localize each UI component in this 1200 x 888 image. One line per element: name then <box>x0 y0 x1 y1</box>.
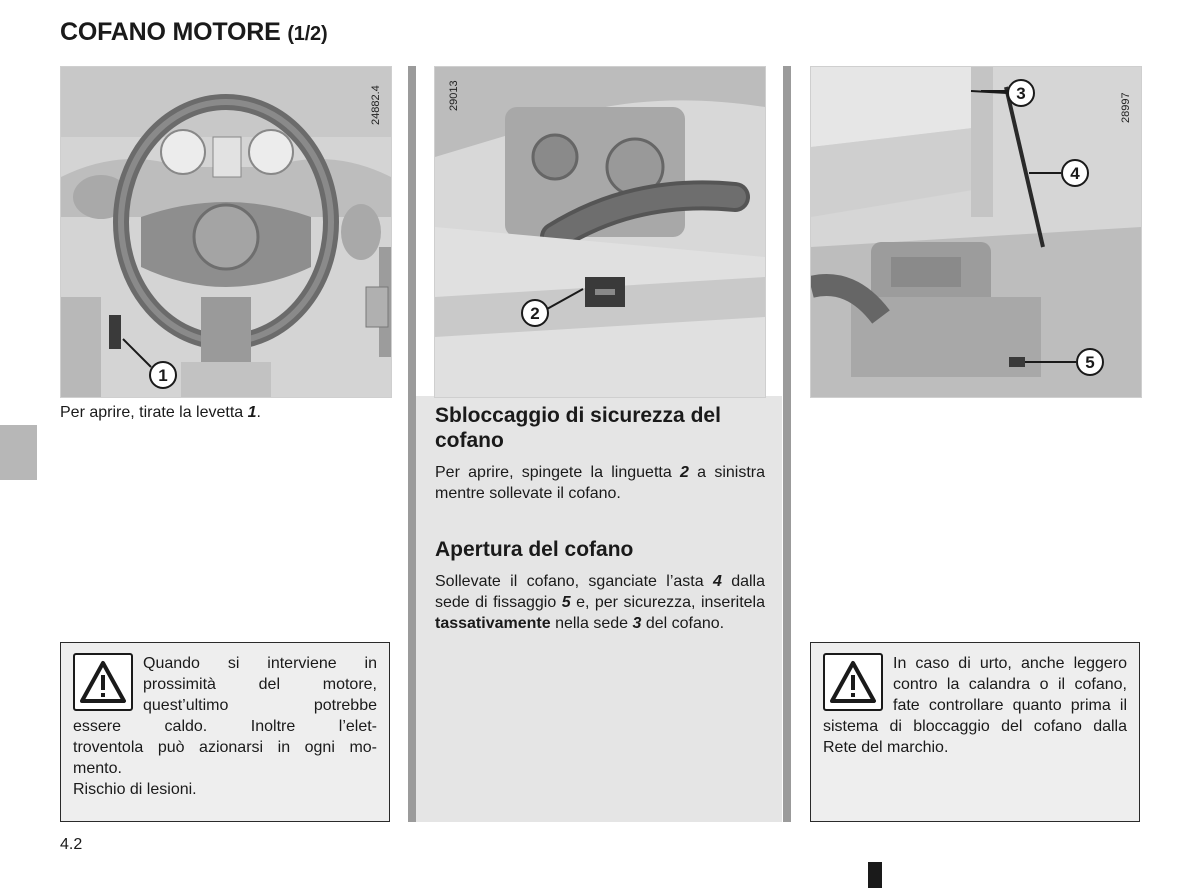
warning-left-line-4: essere caldo. Inoltre l’elet- <box>73 718 377 735</box>
middle-column-text <box>435 403 765 634</box>
figure-bonnet-stay <box>810 66 1142 398</box>
warning-right-text: In caso di urto, anche leggero contro la calandra o il cofano, fate controllare quanto prima il sistema di bloccaggio del cofano dalla Rete del marchio. <box>823 655 1127 756</box>
para2-text-e: del cofano. <box>641 615 725 632</box>
page-title-text: COFANO MOTORE <box>60 18 281 46</box>
para2-ref-3: 3 <box>632 615 642 632</box>
left-caption-ref: 1 <box>247 404 257 421</box>
callout-5: 5 <box>1085 353 1095 372</box>
print-marker <box>868 862 882 888</box>
warning-left-line-3: quest’ultimo potrebbe <box>143 697 377 714</box>
page-number: 4.2 <box>60 836 83 853</box>
warning-left-line-1: Quando si interviene in <box>143 655 377 672</box>
callout-2: 2 <box>530 304 540 323</box>
figure-number-left: 24882.4 <box>370 85 382 125</box>
para2-text-d: nella sede <box>550 615 633 632</box>
para1-text-b: a sinistra mentre sollevate il cofano. <box>435 464 766 502</box>
callout-4: 4 <box>1070 164 1080 183</box>
warning-left-line-6: mento. <box>73 760 122 777</box>
chapter-tab <box>0 425 37 480</box>
warning-left-line-2: prossimità del motore, <box>143 676 377 693</box>
callout-1: 1 <box>158 366 168 385</box>
para2-ref-4: 4 <box>712 573 722 590</box>
section-heading-opening: Apertura del cofano <box>435 538 634 561</box>
figure-safety-latch <box>434 66 766 398</box>
callout-3: 3 <box>1016 84 1026 103</box>
column-divider-left <box>408 66 416 822</box>
left-caption-end: . <box>256 404 261 421</box>
warning-box-right <box>810 642 1140 822</box>
column-divider-right <box>783 66 791 822</box>
para2-ref-5: 5 <box>561 594 571 611</box>
section-paragraph-safety-release <box>435 462 765 504</box>
section-paragraph-opening <box>435 571 765 634</box>
figure-number-middle: 29013 <box>448 80 460 111</box>
para1-ref: 2 <box>680 464 689 481</box>
figure-number-right: 28997 <box>1120 92 1132 123</box>
para2-text-b: dalla sede di fissaggio <box>435 573 766 611</box>
para1-text-a: Per aprire, spingete la linguetta <box>435 464 680 481</box>
warning-triangle-icon <box>73 653 133 711</box>
figure-dashboard-lever <box>60 66 392 398</box>
warning-left-risk: Rischio di lesioni. <box>73 781 197 798</box>
left-caption <box>60 402 390 423</box>
page-title <box>60 18 327 47</box>
section-heading-safety-release: Sbloccaggio di sicurezza del cofano <box>435 404 721 452</box>
para2-emphasis: tassativamente <box>435 615 551 632</box>
warning-left-line-5: troventola può azionarsi in ogni mo- <box>73 739 377 756</box>
para2-text-c: e, per sicurezza, inseritela <box>570 594 765 611</box>
page-title-suffix: (1/2) <box>287 23 328 45</box>
para2-text-a: Sollevate il cofano, sganciate l’asta <box>435 573 713 590</box>
warning-triangle-icon <box>823 653 883 711</box>
warning-box-left <box>60 642 390 822</box>
left-caption-text: Per aprire, tirate la levetta <box>60 404 248 421</box>
